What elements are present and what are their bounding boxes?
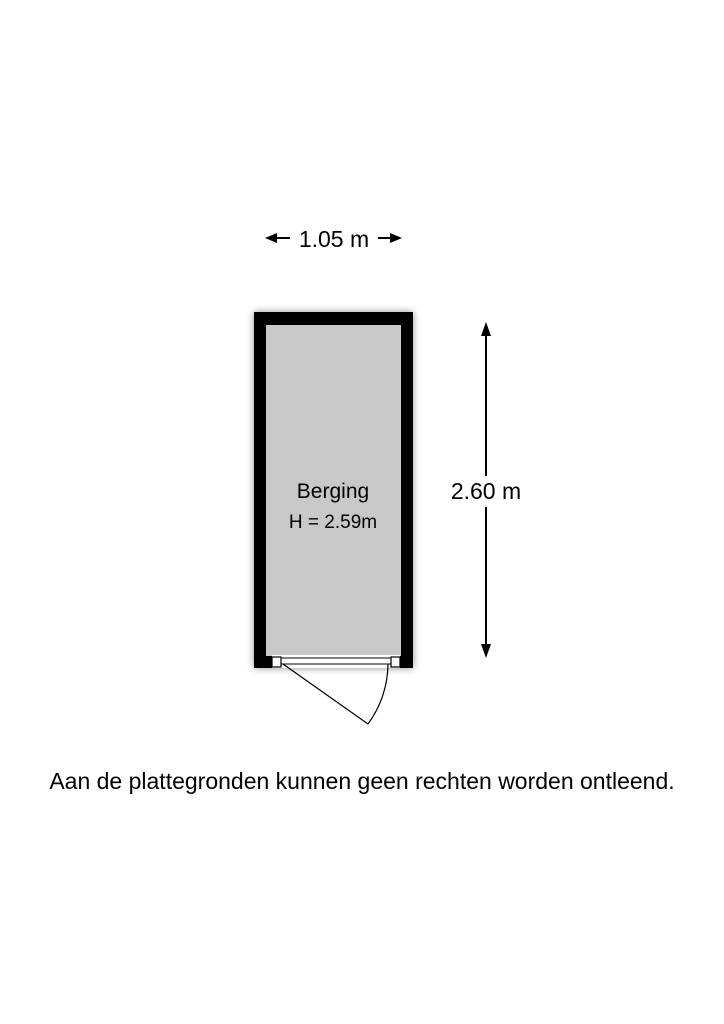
door-swing-arc — [368, 664, 388, 724]
room-name: Berging — [296, 480, 370, 503]
door-jamb-left — [272, 657, 281, 667]
length-arrow-bottom-icon — [481, 644, 491, 658]
length-dimension — [444, 322, 528, 658]
length-label: 2.60 m — [450, 478, 522, 504]
door-leaf — [283, 664, 368, 724]
width-dimension — [265, 226, 402, 252]
room-height: H = 2.59m — [288, 512, 378, 533]
width-arrow-right-icon — [390, 233, 402, 243]
length-arrow-top-icon — [481, 322, 491, 336]
width-label: 1.05 m — [298, 226, 370, 252]
door-opening — [272, 655, 400, 668]
width-arrow-left-icon — [265, 233, 277, 243]
door-jamb-right — [391, 657, 400, 667]
disclaimer-text: Aan de plattegronden kunnen geen rechten worden ontleend. — [49, 768, 675, 794]
door — [272, 655, 400, 724]
